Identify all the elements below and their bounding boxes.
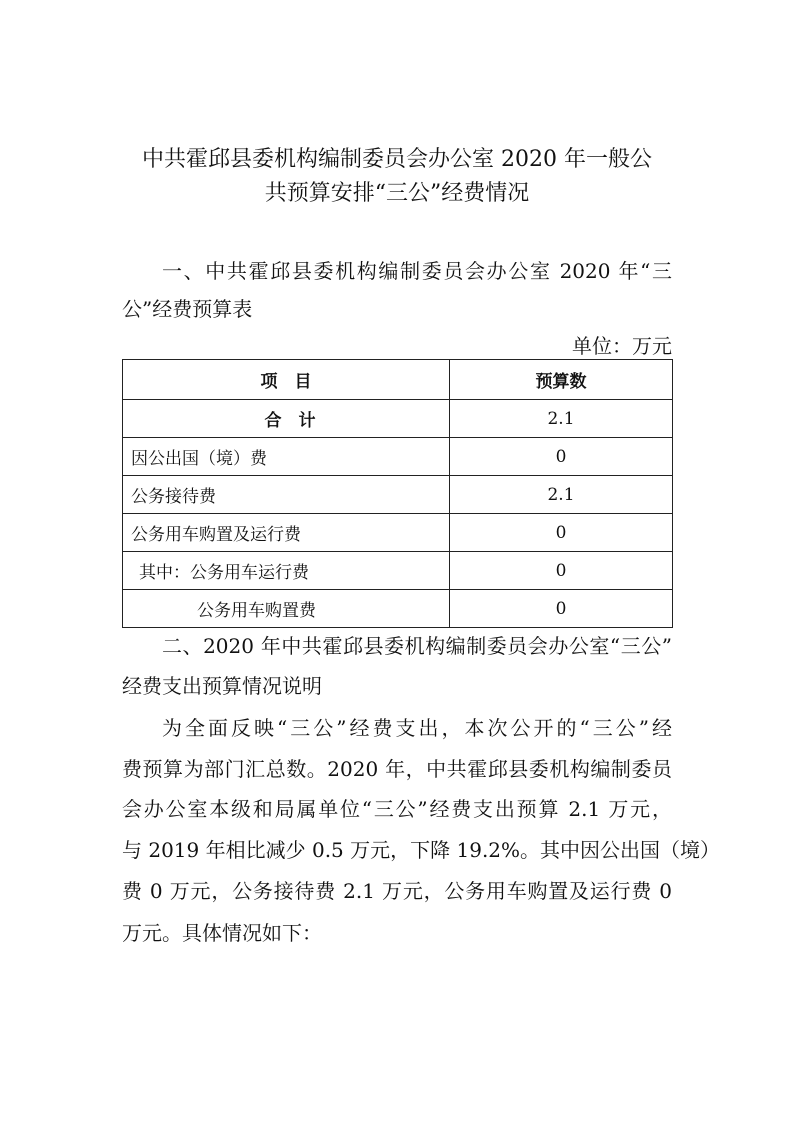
row-value: 2.1 [450,476,673,514]
row-item: 公务用车购置及运行费 [123,514,450,552]
row-item: 公务用车购置费 [123,590,450,628]
row-item: 其中：公务用车运行费 [123,552,450,590]
row-item: 合 计 [123,400,450,438]
document-title-line-2: 共预算安排“三公”经费情况 [264,181,530,206]
row-value: 0 [450,552,673,590]
header-item: 项 目 [123,360,450,400]
table-row [123,590,673,628]
section2-heading-line-1: 二、2020 年中共霍邱县委机构编制委员会办公室“三公” [162,634,672,658]
document-title-line-1: 中共霍邱县委机构编制委员会办公室 2020 年一般公 [142,147,652,172]
section1-heading-line-2: 公”经费预算表 [122,297,253,321]
section2-heading-line-2: 经费支出预算情况说明 [122,674,322,698]
row-item: 因公出国（境）费 [123,438,450,476]
header-budget: 预算数 [450,360,673,400]
body-line: 费预算为部门汇总数。2020 年，中共霍邱县委机构编制委员 [122,757,672,781]
table-row [123,514,673,552]
body-line: 与 2019 年相比减少 0.5 万元，下降 19.2%。其中因公出国（境） [122,838,721,862]
table-row [123,552,673,590]
body-line: 万元。具体情况如下： [122,921,322,945]
body-line: 会办公室本级和局属单位“三公”经费支出预算 2.1 万元， [122,797,672,821]
table-header-row [123,360,673,400]
body-line: 为全面反映“三公”经费支出，本次公开的“三公”经 [162,716,672,740]
budget-table [122,359,673,628]
body-line: 费 0 万元，公务接待费 2.1 万元，公务用车购置及运行费 0 [122,879,672,903]
section1-heading-line-1: 一、中共霍邱县委机构编制委员会办公室 2020 年“三 [162,259,672,283]
unit-label: 单位：万元 [572,334,672,358]
row-item: 公务接待费 [123,476,450,514]
table-row [123,476,673,514]
table-row [123,400,673,438]
row-value: 0 [450,514,673,552]
row-value: 0 [450,590,673,628]
row-value: 2.1 [450,400,673,438]
row-value: 0 [450,438,673,476]
table-row [123,438,673,476]
